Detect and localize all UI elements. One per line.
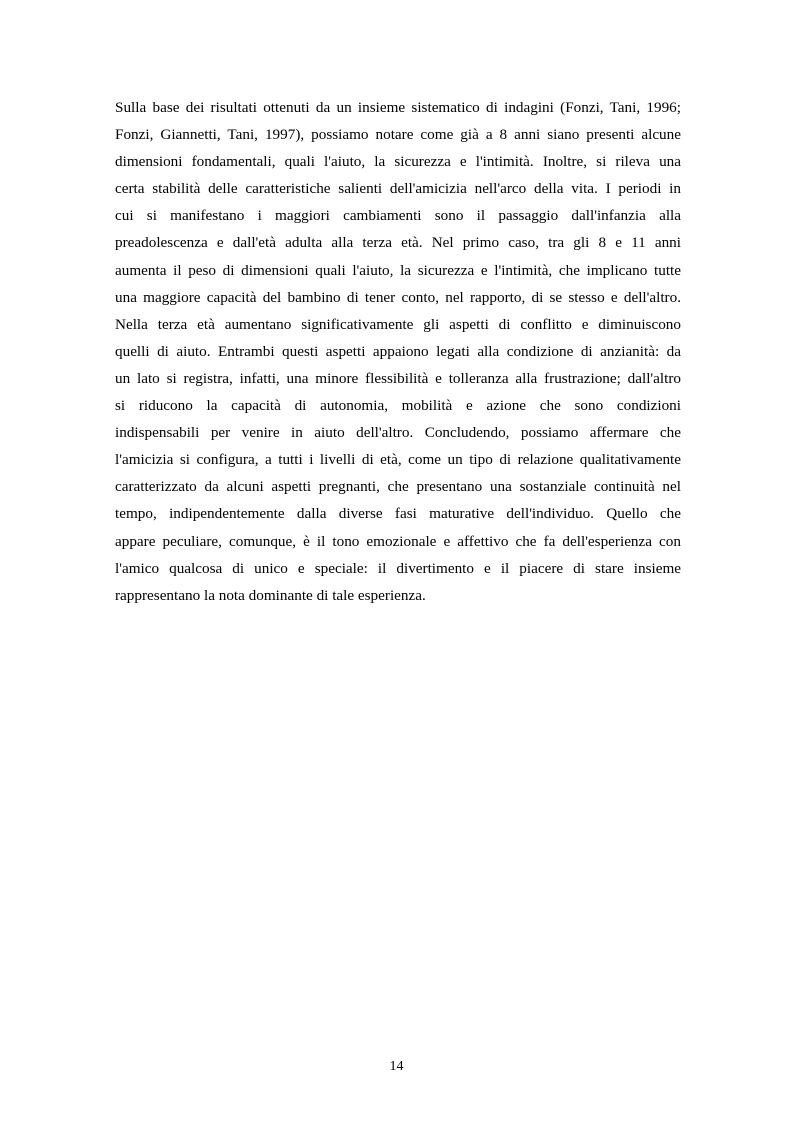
paragraph-line: si riducono la capacità di autonomia, mobilità e azione che sono condizioni bbox=[115, 397, 681, 415]
body-paragraph bbox=[115, 94, 681, 609]
paragraph-line: tempo, indipendentemente dalla diverse fasi maturative dell'individuo. Quello che bbox=[115, 505, 681, 523]
paragraph-line: cui si manifestano i maggiori cambiamenti sono il passaggio dall'infanzia alla bbox=[115, 207, 681, 225]
paragraph-line: certa stabilità delle caratteristiche salienti dell'amicizia nell'arco della vita. I periodi in bbox=[115, 180, 681, 198]
paragraph-line: rappresentano la nota dominante di tale esperienza. bbox=[115, 586, 426, 604]
paragraph-line: l'amico qualcosa di unico e speciale: il divertimento e il piacere di stare insieme bbox=[115, 559, 681, 577]
paragraph-line: aumenta il peso di dimensioni quali l'aiuto, la sicurezza e l'intimità, che implicano tutte bbox=[115, 261, 681, 279]
paragraph-line: appare peculiare, comunque, è il tono emozionale e affettivo che fa dell'esperienza con bbox=[115, 532, 681, 550]
paragraph-line: preadolescenza e dall'età adulta alla terza età. Nel primo caso, tra gli 8 e 11 anni bbox=[115, 234, 681, 252]
paragraph-line: Fonzi, Giannetti, Tani, 1997), possiamo notare come già a 8 anni siano presenti alcune bbox=[115, 126, 681, 144]
paragraph-line: una maggiore capacità del bambino di tener conto, nel rapporto, di se stesso e dell'altro. bbox=[115, 288, 681, 306]
paragraph-line: Nella terza età aumentano significativamente gli aspetti di conflitto e diminuiscono bbox=[115, 315, 681, 333]
paragraph-line: un lato si registra, infatti, una minore flessibilità e tolleranza alla frustrazione; dall'altro bbox=[115, 369, 681, 387]
paragraph-line: indispensabili per venire in aiuto dell'altro. Concludendo, possiamo affermare che bbox=[115, 424, 681, 442]
paragraph-line: Sulla base dei risultati ottenuti da un insieme sistematico di indagini (Fonzi, Tani, 1996; bbox=[115, 99, 681, 116]
paragraph-line: l'amicizia si configura, a tutti i livelli di età, come un tipo di relazione qualitativamente bbox=[115, 451, 681, 469]
paragraph-line: quelli di aiuto. Entrambi questi aspetti appaiono legati alla condizione di anzianità: da bbox=[115, 342, 681, 360]
page-number: 14 bbox=[389, 1059, 404, 1074]
paragraph-line: dimensioni fondamentali, quali l'aiuto, la sicurezza e l'intimità. Inoltre, si rileva una bbox=[115, 153, 681, 171]
paragraph-line: caratterizzato da alcuni aspetti pregnanti, che presentano una sostanziale continuità nel bbox=[115, 478, 681, 496]
